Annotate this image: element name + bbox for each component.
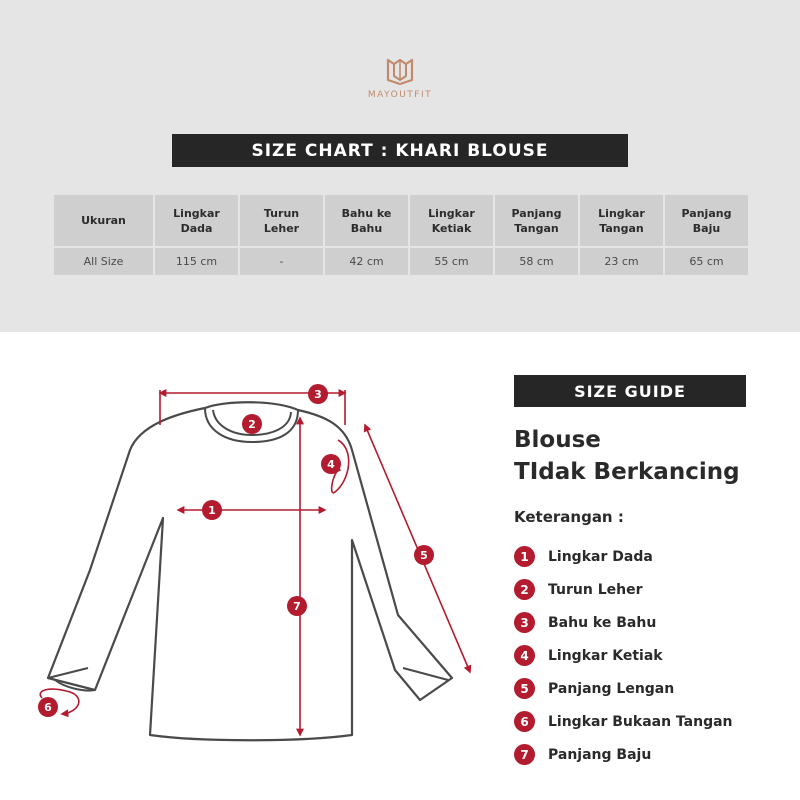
marker-7-label: 7 xyxy=(293,600,301,613)
header-text: Bahu ke Bahu xyxy=(341,206,392,235)
number-badge: 4 xyxy=(514,645,535,666)
table-cell: 42 cm xyxy=(325,248,408,275)
list-item xyxy=(514,573,733,606)
header-text: Lingkar Tangan xyxy=(598,206,645,235)
table-cell: 55 cm xyxy=(410,248,493,275)
table-cell: 65 cm xyxy=(665,248,748,275)
measurement-legend xyxy=(514,540,733,771)
product-name xyxy=(514,424,740,488)
brand-name: MAYOUTFIT xyxy=(367,90,433,100)
size-guide-title: SIZE GUIDE xyxy=(514,375,746,407)
table-cell: - xyxy=(240,248,323,275)
table-cell: 23 cm xyxy=(580,248,663,275)
number-badge: 1 xyxy=(514,546,535,567)
table-header-cell: Ukuran xyxy=(54,195,153,246)
size-chart-panel xyxy=(0,0,800,332)
table-cell: 58 cm xyxy=(495,248,578,275)
legend-label: Lingkar Dada xyxy=(548,548,653,565)
list-item xyxy=(514,639,733,672)
list-item xyxy=(514,672,733,705)
table-header-cell xyxy=(665,195,748,246)
table-row xyxy=(54,248,748,275)
blouse-outline xyxy=(48,402,452,740)
legend-label: Turun Leher xyxy=(548,581,643,598)
legend-label: Panjang Baju xyxy=(548,746,652,763)
header-text: Panjang Baju xyxy=(681,206,732,235)
table-header-cell xyxy=(495,195,578,246)
marker-5-label: 5 xyxy=(420,549,428,562)
marker-4 xyxy=(321,454,341,474)
list-item xyxy=(514,738,733,771)
table-header-cell xyxy=(240,195,323,246)
marker-3 xyxy=(308,384,328,404)
header-text: Lingkar Dada xyxy=(173,206,220,235)
product-name-line1: Blouse xyxy=(514,427,601,453)
brand-logo-icon xyxy=(385,56,415,86)
size-table xyxy=(52,193,750,277)
marker-6 xyxy=(38,697,58,717)
header-text: Lingkar Ketiak xyxy=(428,206,475,235)
list-item xyxy=(514,606,733,639)
marker-3-label: 3 xyxy=(314,388,322,401)
table-header-cell xyxy=(410,195,493,246)
header-text: Panjang Tangan xyxy=(511,206,562,235)
legend-label: Lingkar Bukaan Tangan xyxy=(548,713,733,730)
table-cell: 115 cm xyxy=(155,248,238,275)
marker-6-label: 6 xyxy=(44,701,52,714)
marker-1 xyxy=(202,500,222,520)
table-header-cell xyxy=(155,195,238,246)
product-name-line2: TIdak Berkancing xyxy=(514,459,740,485)
number-badge: 2 xyxy=(514,579,535,600)
number-badge: 6 xyxy=(514,711,535,732)
blouse-measurement-diagram xyxy=(0,340,500,800)
marker-2-label: 2 xyxy=(248,418,256,431)
list-item xyxy=(514,705,733,738)
keterangan-label: Keterangan : xyxy=(514,508,624,526)
marker-4-label: 4 xyxy=(327,458,335,471)
legend-label: Lingkar Ketiak xyxy=(548,647,663,664)
marker-5 xyxy=(414,545,434,565)
brand-logo xyxy=(0,56,800,100)
number-badge: 7 xyxy=(514,744,535,765)
table-header-row xyxy=(54,195,748,246)
marker-1-label: 1 xyxy=(208,504,216,517)
table-header-cell xyxy=(580,195,663,246)
header-text: Turun Leher xyxy=(263,206,300,235)
legend-label: Bahu ke Bahu xyxy=(548,614,657,631)
number-badge: 3 xyxy=(514,612,535,633)
list-item xyxy=(514,540,733,573)
table-header-cell xyxy=(325,195,408,246)
legend-label: Panjang Lengan xyxy=(548,680,675,697)
marker-7 xyxy=(287,596,307,616)
table-cell: All Size xyxy=(54,248,153,275)
size-chart-title: SIZE CHART : KHARI BLOUSE xyxy=(172,134,628,167)
number-badge: 5 xyxy=(514,678,535,699)
marker-2 xyxy=(242,414,262,434)
